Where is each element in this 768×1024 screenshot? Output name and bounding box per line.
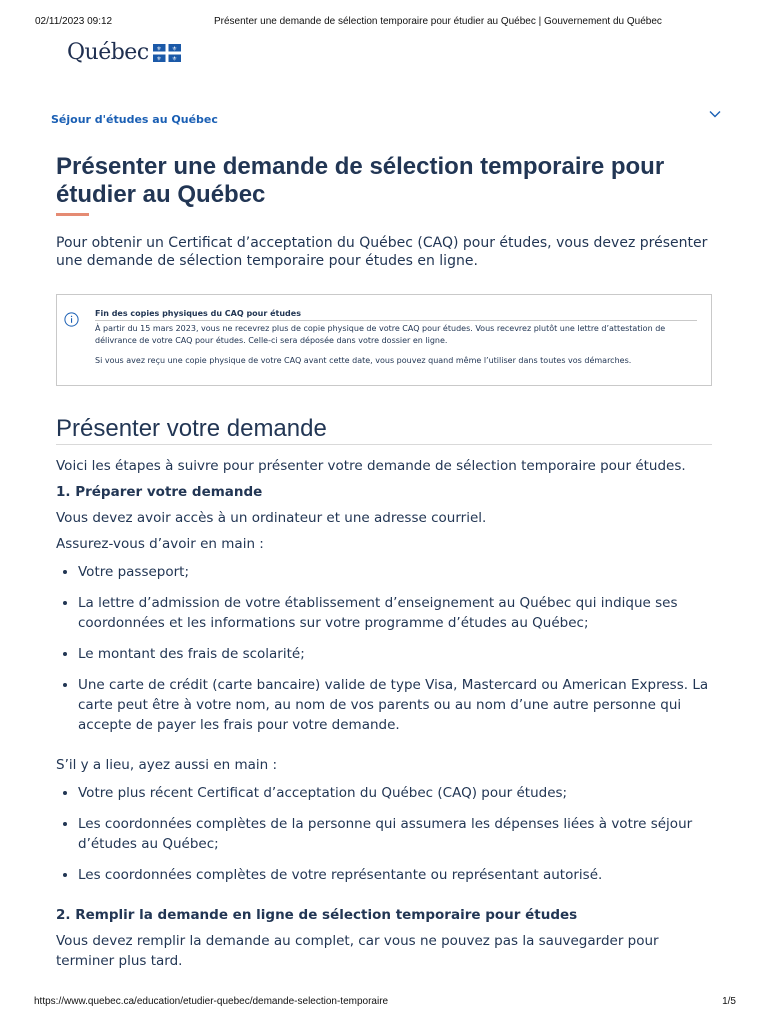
- list-item: • Les coordonnées complètes de votre représentante ou représentant autorisé.: [78, 865, 716, 885]
- list-item: • Votre passeport;: [78, 562, 716, 582]
- section-nav[interactable]: [51, 108, 721, 128]
- print-page-number: 1/5: [722, 996, 736, 1007]
- print-title: Présenter une demande de sélection temporaire pour étudier au Québec | Gouvernement du Québec: [214, 16, 662, 27]
- print-url: https://www.quebec.ca/education/etudier-quebec/demande-selection-temporaire: [34, 996, 389, 1007]
- page-title: Présenter une demande de sélection temporaire pour étudier au Québec: [56, 153, 665, 208]
- svg-text:⚜: ⚜: [155, 45, 162, 52]
- info-icon: [64, 312, 79, 327]
- logo-wordmark: Québec: [67, 40, 149, 65]
- step-1-paragraph-2: Assurez-vous d’avoir en main :: [56, 536, 264, 552]
- print-date: 02/11/2023 09:12: [35, 16, 113, 27]
- svg-text:⚜: ⚜: [171, 55, 177, 62]
- nav-link-sejour-etudes[interactable]: Séjour d'études au Québec: [51, 113, 218, 126]
- step-1-paragraph-3: S’il y a lieu, ayez aussi en main :: [56, 757, 278, 773]
- quebec-logo[interactable]: [67, 40, 181, 65]
- intro-paragraph: Pour obtenir un Certificat d’acceptation du Québec (CAQ) pour études, vous devez présenter une demande de sélection temporaire pour études en ligne.: [56, 235, 708, 269]
- chevron-down-icon[interactable]: [709, 110, 721, 118]
- step-1-title: 1. Préparer votre demande: [56, 484, 263, 500]
- list-item: • Les coordonnées complètes de la personne qui assumera les dépenses liées à votre séjour d’études au Québec;: [78, 814, 716, 854]
- alert-title: Fin des copies physiques du CAQ pour études: [95, 309, 697, 321]
- alert-text-secondary: Si vous avez reçu une copie physique de votre CAQ avant cette date, vous pouvez quand même l’utiliser dans toutes vos démarches.: [95, 356, 632, 365]
- title-accent-bar: [56, 213, 89, 216]
- main-content: [56, 456, 716, 971]
- svg-text:⚜: ⚜: [155, 55, 162, 62]
- list-item: • La lettre d’admission de votre établissement d’enseignement au Québec qui indique ses coordonnées et les informations sur votre programme d’études au Québec;: [78, 593, 716, 633]
- section-title: Présenter votre demande: [56, 414, 712, 445]
- alert-text: À partir du 15 mars 2023, vous ne recevrez plus de copie physique de votre CAQ pour études. Vous recevrez plutôt une lettre d’attestation de délivrance de votre CAQ pour études. Celle-ci sera déposée dans votre dossier en ligne.: [95, 324, 666, 345]
- step-2-paragraph-1: Vous devez remplir la demande au complet, car vous ne pouvez pas la sauvegarder pour terminer plus tard.: [56, 933, 659, 969]
- required-documents-list: [56, 562, 716, 735]
- optional-documents-list: [56, 783, 716, 885]
- list-item: • Le montant des frais de scolarité;: [78, 644, 716, 664]
- step-1-paragraph-1: Vous devez avoir accès à un ordinateur et une adresse courriel.: [56, 510, 487, 526]
- fleur-de-lis-flag-icon: [153, 44, 181, 62]
- step-2-title: 2. Remplir la demande en ligne de sélection temporaire pour études: [56, 907, 578, 923]
- list-item: • Une carte de crédit (carte bancaire) valide de type Visa, Mastercard ou American Express. La carte peut être à votre nom, au nom de vos parents ou au nom d’une autre personne qui accepte de payer les frais pour votre demande.: [78, 675, 716, 735]
- svg-text:⚜: ⚜: [171, 45, 177, 52]
- list-item: • Votre plus récent Certificat d’acceptation du Québec (CAQ) pour études;: [78, 783, 716, 803]
- section-lead: Voici les étapes à suivre pour présenter votre demande de sélection temporaire pour études.: [56, 458, 686, 474]
- info-alert: [56, 294, 712, 386]
